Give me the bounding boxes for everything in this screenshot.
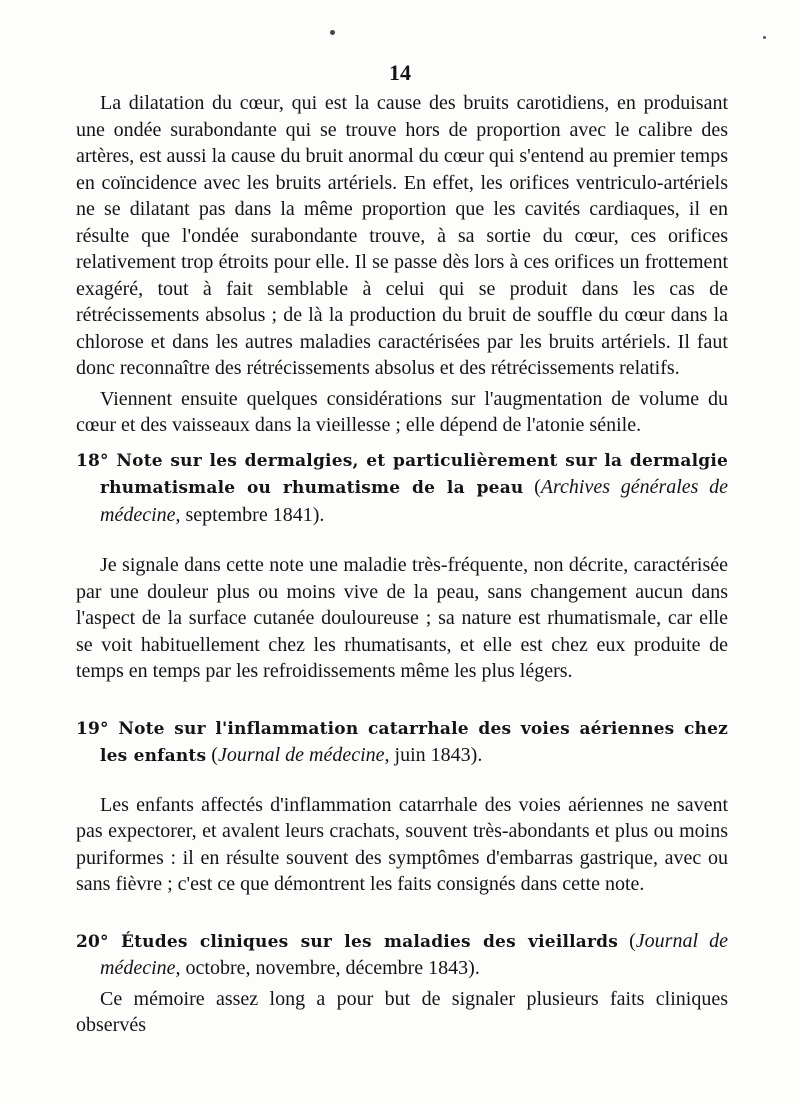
entry-open: ( (618, 929, 636, 952)
bibliography-entry-20 (76, 928, 728, 982)
paragraph-memoire: Ce mémoire assez long a pour but de signaler plusieurs faits cliniques observés (76, 987, 728, 1036)
paragraph-dermalgie: Je signale dans cette note une maladie très-fréquente, non décrite, caractérisée par une douleur plus ou moins vive de la peau, sans changement aucun dans l'aspect de la surface cutanée douloureuse ; sa nature est rhumatismale, car elle se voit habituellement chez les rhumatisants, et elle est chez eux produite de temps en temps par les refroidissements même les plus légers. (76, 554, 728, 682)
entry-source: Journal de médecine (100, 929, 728, 979)
entry-date: , septembre 1841). (175, 503, 325, 526)
entry-open: ( (523, 476, 541, 498)
bibliography-entry-19 (76, 715, 728, 770)
entry-date: , juin 1843). (384, 744, 483, 766)
entry-date: , octobre, novembre, décembre 1843). (175, 957, 480, 979)
entry-heading: 20° Études cliniques sur les maladies des vieillards (76, 931, 619, 952)
page-number: 14 (389, 60, 411, 85)
paragraph-vieillesse: Viennent ensuite quelques considérations sur l'augmentation de volume du cœur et des vaisseaux dans la vieillesse ; elle dépend de l'atonie sénile. (76, 387, 728, 436)
paragraph-enfants: Les enfants affectés d'inflammation catarrhale des voies aériennes ne savent pas expectorer, et avalent leurs crachats, souvent très-abondants et plus ou moins puriformes : il en résulte souvent des symptômes d'embarras gastrique, avec ou sans fièvre ; c'est ce que démontrent les faits consignés dans cette note. (76, 793, 728, 895)
entry-source: Journal de médecine (217, 744, 385, 766)
ink-speck (330, 30, 335, 35)
entry-source: Archives générales de médecine (100, 476, 728, 526)
ink-speck (763, 36, 766, 39)
entry-heading: 19° Note sur l'inflammation catarrhale des voies aériennes chez les enfants (76, 718, 728, 766)
entry-heading: 18° Note sur les dermalgies, et particulièrement sur la dermalgie rhumatismale ou rhumatisme de la peau (76, 450, 728, 498)
text-block (76, 90, 728, 1039)
entry-open: ( (206, 744, 218, 766)
bibliography-entry-18 (76, 447, 728, 529)
paragraph-dilatation: La dilatation du cœur, qui est la cause des bruits carotidiens, en produisant une ondée surabondante qui se trouve hors de proportion avec le calibre des artères, est aussi la cause du bruit anormal du cœur qui s'entend au premier temps en coïncidence avec les bruits artériels. En effet, les orifices ventriculo-artériels ne se dilatant pas dans la même proportion que les cavités cardiaques, il en résulte que l'ondée surabondante trouve, à sa sortie du cœur, ces orifices relativement trop étroits pour elle. Il se passe dès lors à ces orifices un frottement exagéré, tout à fait semblable à celui qui se produit dans les cas de rétrécissements absolus ; de là la production du bruit de souffle du cœur dans la chlorose et dans les autres maladies caractérisées par les bruits artériels. Il faut donc reconnaître des rétrécissements absolus et des rétrécissements relatifs. (76, 92, 728, 379)
